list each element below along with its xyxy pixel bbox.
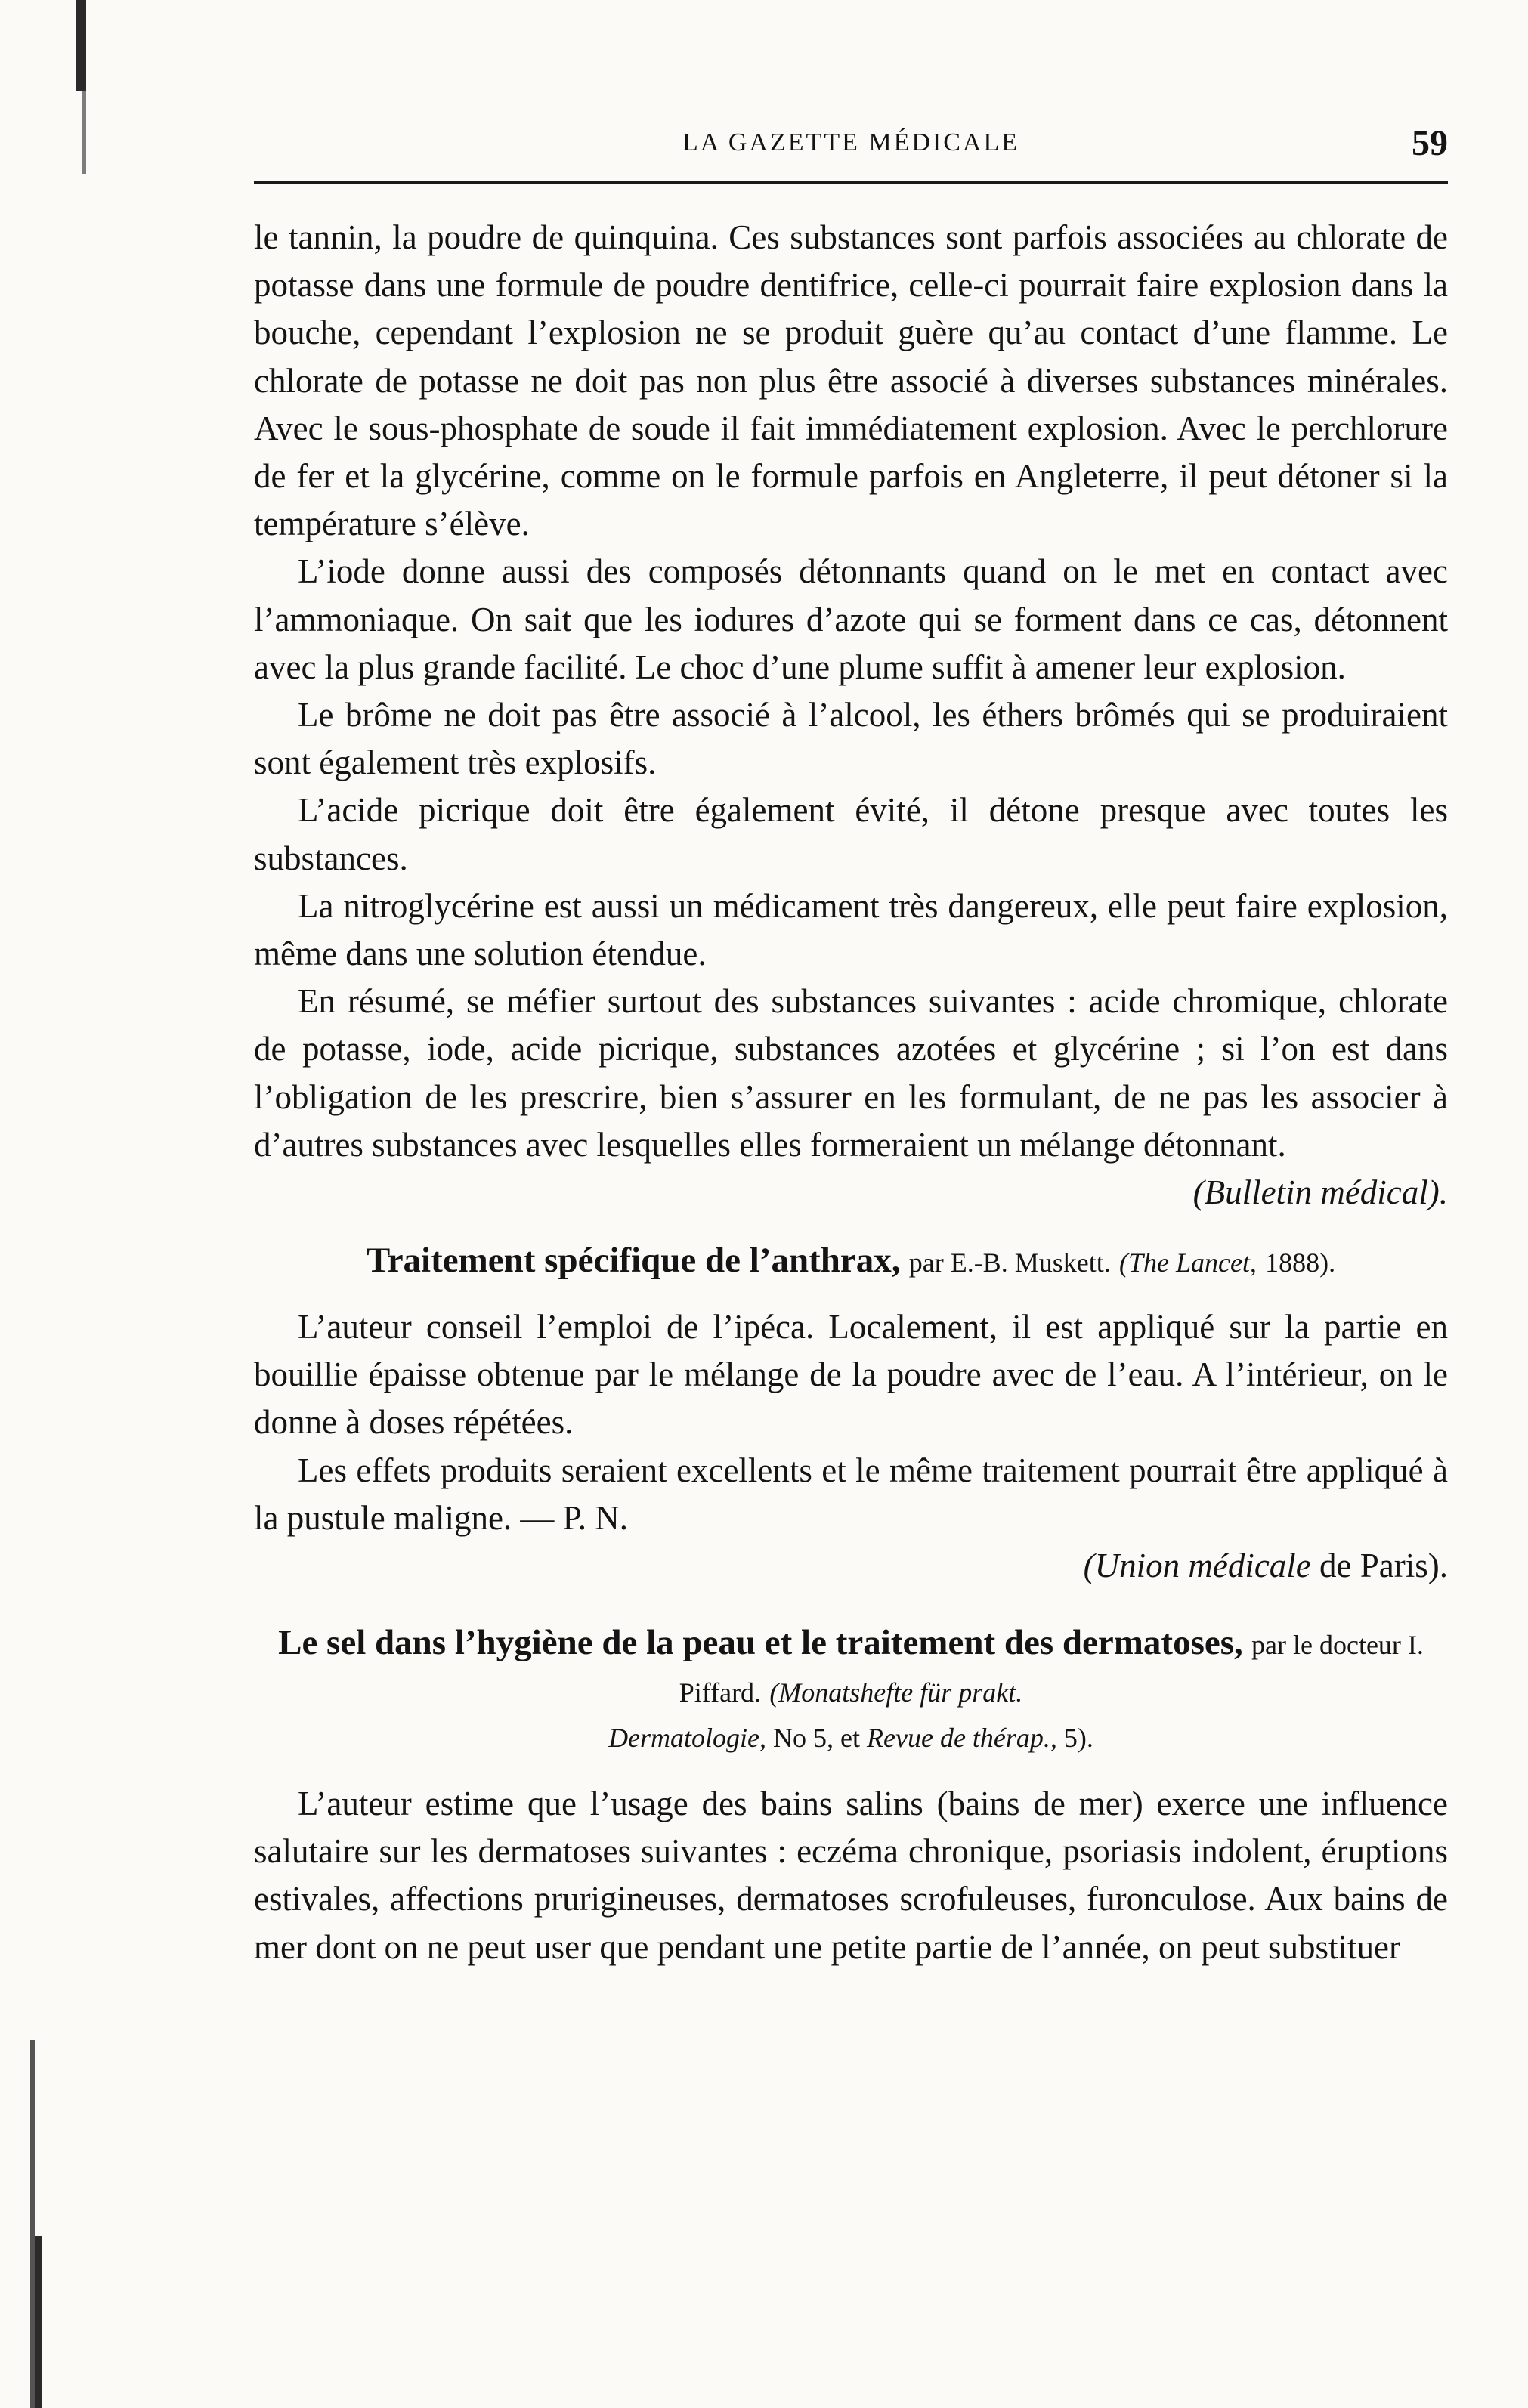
paragraph: L’iode donne aussi des composés détonnants quand on le met en contact avec l’ammoniaque. On sait que les iodures d’azote qui se forment dans ce cas, détonnent avec la plus grande facilité. Le choc d’une plume suffit à amener leur explosion.: [254, 552, 1448, 686]
page-number: 59: [1412, 123, 1448, 163]
article-journal: (The Lancet,: [1118, 1247, 1257, 1278]
article-title: Traitement spécifique de l’anthrax,: [366, 1241, 901, 1281]
article-journal: (Monatshefte für prakt.: [769, 1677, 1023, 1708]
article-heading: [254, 1620, 1448, 1715]
subline-number: No 5, et: [773, 1723, 861, 1754]
article-byline: par E.-B. Muskett.: [908, 1247, 1111, 1278]
source-citation: [254, 1542, 1448, 1590]
article-continued: [254, 214, 1448, 1216]
scan-artifact: [82, 91, 86, 174]
article-byline: par le docteur I. Piffard.: [679, 1630, 1424, 1708]
article-heading: [254, 1238, 1448, 1285]
scan-artifact: [76, 0, 86, 91]
scan-margin-marks: [0, 0, 68, 2408]
page-header: [254, 123, 1448, 181]
article-subline: [254, 1715, 1448, 1760]
article-anthrax: [254, 1238, 1448, 1590]
paragraph: En résumé, se méfier surtout des substances suivantes : acide chromique, chlorate de potasse, iode, acide picrique, substances azotées et glycérine ; si l’on est dans l’obligation de les prescrire, bien s’assurer en les formulant, de ne pas les associer à d’autres substances avec lesquelles elles formeraient un mélange détonnant.: [254, 982, 1448, 1164]
paragraph: Le brôme ne doit pas être associé à l’alcool, les éthers brômés qui se produiraient sont également très explosifs.: [254, 696, 1448, 782]
subline-end: 5).: [1063, 1723, 1093, 1754]
paragraph: L’auteur estime que l’usage des bains salins (bains de mer) exerce une influence salutaire sur les dermatoses suivantes : eczéma chronique, psoriasis indolent, éruptions estivales, affections prurigineuses, dermatoses scrofuleuses, furonculose. Aux bains de mer dont on ne peut user que pendant une petite partie de l’année, on peut substituer: [254, 1785, 1448, 1966]
source-place: de Paris).: [1319, 1547, 1448, 1585]
paragraph: La nitroglycérine est aussi un médicament très dangereux, elle peut faire explosion, même dans une solution étendue.: [254, 886, 1448, 973]
article-year: 1888).: [1265, 1247, 1336, 1278]
paragraph: le tannin, la poudre de quinquina. Ces substances sont parfois associées au chlorate de potasse dans une formule de poudre dentifrice, celle-ci pourrait faire explosion dans la bouche, cependant l’explosion ne se produit guère qu’au contact d’une flamme. Le chlorate de potasse ne doit pas non plus être associé à diverses substances minérales. Avec le sous-phosphate de soude il fait immédiatement explosion. Avec le perchlorure de fer et la glycérine, comme on le formule parfois en Angleterre, il peut détoner si la température s’élève.: [254, 218, 1448, 543]
running-title: LA GAZETTE MÉDICALE: [682, 128, 1020, 156]
paragraph: Les effets produits seraient excellents et le même traitement pourrait être appliqué à la pustule maligne. — P. N.: [254, 1451, 1448, 1537]
subline-journal-2: Revue de thérap.,: [867, 1723, 1057, 1754]
spacer: [254, 1285, 1448, 1303]
subline-journal: Dermatologie,: [608, 1723, 767, 1754]
scan-artifact: [35, 2236, 42, 2408]
page: [254, 123, 1448, 1971]
article-title: Le sel dans l’hygiène de la peau et le traitement des dermatoses,: [278, 1623, 1243, 1663]
paragraph: L’auteur conseil l’emploi de l’ipéca. Localement, il est appliqué sur la partie en bouillie épaisse obtenue par le mélange de la poudre avec de l’eau. A l’intérieur, on le donne à doses répétées.: [254, 1308, 1448, 1442]
source-journal: (Union médicale: [1083, 1547, 1311, 1585]
article-sel-hygiene: [254, 1620, 1448, 1971]
source-citation: (Bulletin médical).: [1192, 1173, 1448, 1212]
paragraph: L’acide picrique doit être également évité, il détone presque avec toutes les substances.: [254, 791, 1448, 877]
header-rule: [254, 181, 1448, 184]
